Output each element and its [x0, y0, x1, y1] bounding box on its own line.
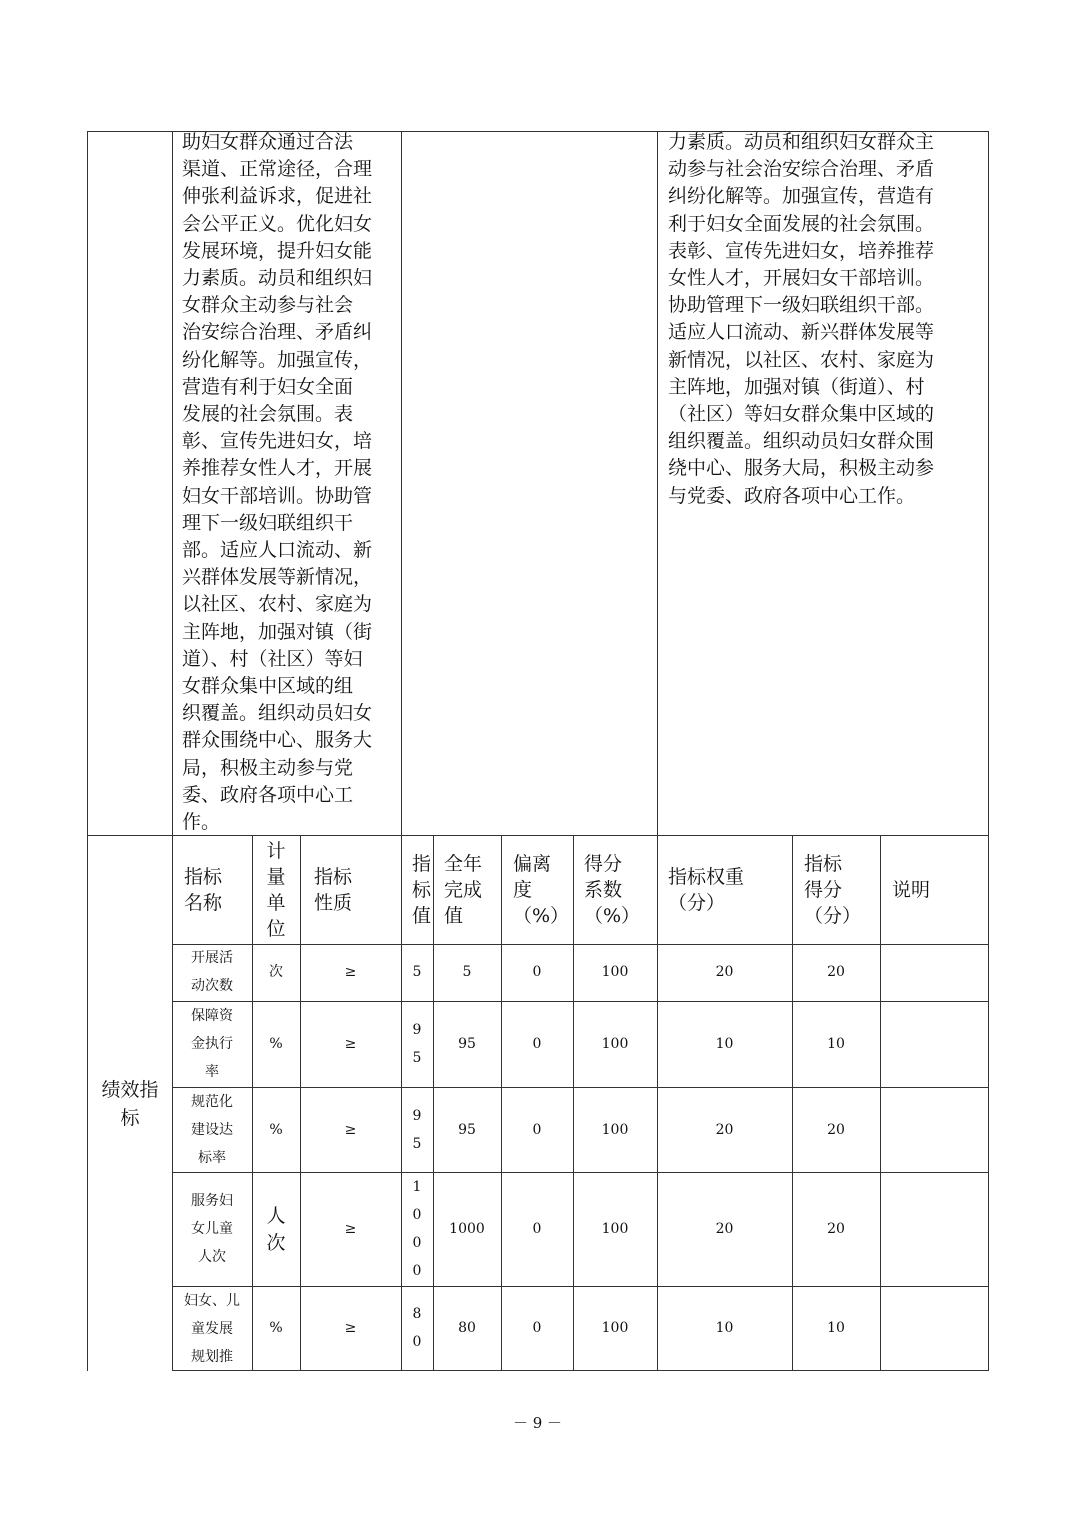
text-line: 主阵地，加强对镇（街	[182, 620, 373, 643]
actual-cell: 95	[458, 1036, 476, 1052]
text-line: 女群众集中区域的组	[182, 675, 354, 698]
text-line: 主阵地，加强对镇（街道）、村	[668, 375, 925, 398]
text-line: 会公平正义。优化妇女	[182, 212, 373, 235]
page-number: － 9 －	[512, 1414, 563, 1432]
text-line: 发展环境，提升妇女能	[182, 239, 373, 262]
text-line: 协助管理下一级妇联组织干部。	[668, 294, 935, 317]
header-nature: 指标 性质	[314, 866, 353, 914]
text-line: 作。	[182, 811, 221, 834]
text-line: 织覆盖。组织动员妇女	[182, 702, 373, 725]
text-line: 道）、村（社区）等妇	[182, 647, 363, 670]
text-line: 养推荐女性人才，开展	[182, 457, 373, 480]
nature-cell: ≥	[344, 1122, 357, 1138]
unit-cell: %	[269, 1122, 283, 1138]
text-line: 与党委、政府各项中心工作。	[668, 484, 916, 507]
text-line: 伸张利益诉求，促进社	[182, 185, 373, 208]
text-line: 发展的社会氛围。表	[182, 403, 354, 426]
score-cell: 20	[827, 964, 845, 980]
text-line: （社区）等妇女群众集中区域的	[668, 403, 935, 426]
section-label-line: 标	[120, 1107, 140, 1129]
indicator-name: 妇女、儿 童发展 规划推	[184, 1293, 240, 1365]
text-line: 助妇女群众通过合法	[182, 131, 354, 153]
deviation-cell: 0	[532, 1122, 542, 1138]
text-line: 纠纷化解等。加强宣传，营造有	[668, 185, 935, 208]
header-actual: 全年 完成 值	[444, 853, 483, 927]
target-cell: 1 0 0 0	[412, 1179, 422, 1279]
nature-cell: ≥	[344, 1036, 357, 1052]
header-score: 指标 得分 （分）	[804, 853, 862, 927]
text-line: 组织覆盖。组织动员妇女群众围	[668, 430, 935, 453]
text-line: 女性人才，开展妇女干部培训。	[668, 267, 935, 290]
unit-cell: %	[269, 1036, 283, 1052]
text-line: 群众围绕中心、服务大	[182, 729, 373, 752]
text-line: 动参与社会治安综合治理、矛盾	[668, 158, 935, 181]
nature-cell: ≥	[344, 1221, 357, 1237]
text-line: 新情况，以社区、农村、家庭为	[668, 348, 935, 371]
coef-cell: 100	[601, 1221, 629, 1237]
text-line: 渠道、正常途径，合理	[182, 158, 373, 181]
coef-cell: 100	[601, 964, 629, 980]
text-line: 绕中心、服务大局，积极主动参	[668, 457, 935, 480]
weight-cell: 10	[715, 1320, 734, 1336]
section-label-line: 绩效指	[101, 1079, 159, 1101]
header-score-coef: 得分 系数 （%）	[584, 853, 641, 927]
text-line: 以社区、农村、家庭为	[182, 593, 373, 616]
deviation-cell: 0	[532, 1036, 542, 1052]
target-cell: 5	[412, 964, 422, 980]
nature-cell: ≥	[344, 1320, 357, 1336]
coef-cell: 100	[601, 1122, 629, 1138]
text-line: 力素质。动员和组织妇	[182, 267, 373, 290]
text-line: 适应人口流动、新兴群体发展等	[668, 321, 935, 344]
weight-cell: 10	[715, 1036, 734, 1052]
deviation-cell: 0	[532, 1320, 542, 1336]
indicator-name: 规范化 建设达 标率	[191, 1094, 233, 1166]
text-line: 理下一级妇联组织干	[182, 511, 354, 534]
actual-cell: 5	[462, 964, 472, 980]
score-cell: 10	[827, 1036, 845, 1052]
target-cell: 8 0	[412, 1306, 422, 1350]
header-weight: 指标权重 （分）	[668, 866, 745, 914]
text-line: 纷化解等。加强宣传，	[182, 348, 373, 371]
unit-cell: %	[269, 1320, 283, 1336]
target-cell: 9 5	[412, 1022, 422, 1066]
indicator-name: 服务妇 女儿童 人次	[191, 1193, 233, 1265]
coef-cell: 100	[601, 1320, 629, 1336]
actual-cell: 80	[458, 1320, 476, 1336]
text-line: 表彰、宣传先进妇女，培养推荐	[668, 239, 935, 262]
text-line: 委、政府各项中心工	[182, 783, 354, 806]
text-line: 女群众主动参与社会	[182, 294, 354, 317]
text-line: 彰、宣传先进妇女，培	[182, 430, 373, 453]
section-label	[87, 1076, 173, 1132]
indicator-name: 保障资 金执行 率	[191, 1008, 233, 1080]
right-description	[668, 129, 934, 510]
header-indicator-name: 指标 名称	[184, 866, 223, 914]
left-description	[182, 129, 372, 836]
actual-cell: 95	[458, 1122, 476, 1138]
text-line: 部。适应人口流动、新	[182, 539, 373, 562]
indicator-name: 开展活 动次数	[191, 950, 233, 994]
score-cell: 20	[827, 1221, 845, 1237]
weight-cell: 20	[715, 1122, 734, 1138]
weight-cell: 20	[715, 964, 734, 980]
text-line: 营造有利于妇女全面	[182, 375, 354, 398]
actual-cell: 1000	[449, 1221, 485, 1237]
nature-cell: ≥	[344, 964, 357, 980]
text-line: 力素质。动员和组织妇女群众主	[668, 131, 935, 153]
coef-cell: 100	[601, 1036, 629, 1052]
weight-cell: 20	[715, 1221, 734, 1237]
header-unit: 计 量 单 位	[266, 840, 286, 940]
text-line: 局，积极主动参与党	[182, 756, 354, 779]
text-line: 妇女干部培训。协助管	[182, 484, 373, 507]
deviation-cell: 0	[532, 964, 542, 980]
header-deviation: 偏离 度 （%）	[513, 853, 570, 927]
unit-cell: 人 次	[266, 1205, 286, 1254]
target-cell: 9 5	[412, 1108, 422, 1152]
text-line: 利于妇女全面发展的社会氛围。	[668, 212, 935, 235]
header-target: 指 标 值	[412, 853, 432, 927]
score-cell: 20	[827, 1122, 845, 1138]
unit-cell: 次	[269, 964, 283, 980]
text-line: 兴群体发展等新情况，	[182, 566, 373, 589]
text-line: 治安综合治理、矛盾纠	[182, 321, 373, 344]
deviation-cell: 0	[532, 1221, 542, 1237]
header-note: 说明	[892, 879, 931, 901]
score-cell: 10	[827, 1320, 845, 1336]
